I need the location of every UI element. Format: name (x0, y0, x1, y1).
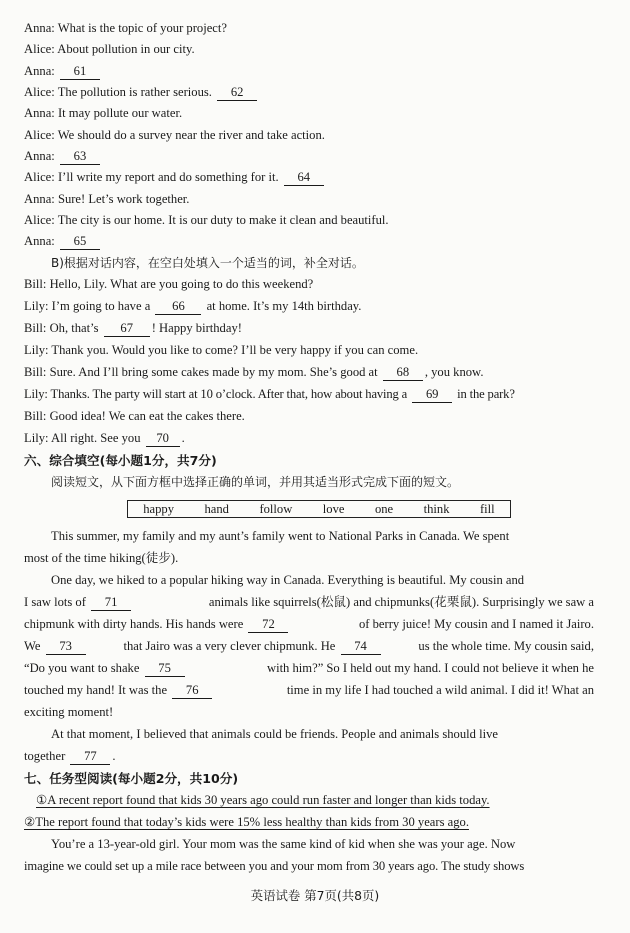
underlined-sentence-1: ①A recent report found that kids 30 years ago could run faster and longer than kids today. (36, 793, 490, 807)
word-bank-item: fill (479, 501, 495, 516)
passage-line: “Do you want to shake 75 with him?” So I held out my hand. I could not believe it when he (24, 661, 594, 675)
passage-line: You’re a 13-year-old girl. Your mom was the same kind of kid when she was your age. Now (51, 837, 516, 851)
dialogue-line: Lily: All right. See you 70 . (24, 431, 185, 445)
answer-blank-71[interactable]: 71 (91, 595, 131, 611)
answer-blank-61[interactable]: 61 (60, 64, 100, 80)
passage-line: most of the time hiking(徒步). (24, 551, 179, 565)
dialogue-line: Lily: I’m going to have a 66 at home. It’s my 14th birthday. (24, 299, 362, 313)
word-bank-item: follow (259, 501, 293, 516)
word-bank-item: hand (204, 501, 229, 516)
section-6-instruction: 阅读短文，从下面方框中选择正确的单词，并用其适当形式完成下面的短文。 (51, 475, 460, 489)
section-7-heading: 七、任务型阅读(每小题2分，共10分) (24, 771, 239, 786)
answer-blank-68[interactable]: 68 (383, 365, 423, 381)
answer-blank-76[interactable]: 76 (172, 683, 212, 699)
dialogue-line: Lily: Thank you. Would you like to come? I’ll be very happy if you can come. (24, 343, 419, 357)
word-bank-item: happy (143, 501, 175, 516)
word-bank-item: think (423, 501, 450, 516)
passage-line: I saw lots of 71 animals like squirrels(松鼠) and chipmunks(花栗鼠). Surprisingly we saw a (24, 595, 594, 609)
dialogue-line: Anna: What is the topic of your project? (24, 21, 227, 35)
answer-blank-77[interactable]: 77 (70, 749, 110, 765)
answer-blank-75[interactable]: 75 (145, 661, 185, 677)
underlined-sentence-2: ②The report found that today’s kids were 15% less healthy than kids from 30 years ago. (24, 815, 469, 829)
passage-line: exciting moment! (24, 705, 114, 719)
dialogue-line: Alice: I’ll write my report and do something for it. 64 (24, 167, 594, 188)
passage-line: chipmunk with dirty hands. His hands were 72 of berry juice! My cousin and I named it Jairo. (24, 617, 594, 631)
word-bank-item: one (374, 501, 394, 516)
dialogue-line: Bill: Sure. And I’ll bring some cakes made by my mom. She’s good at 68 , you know. (24, 365, 484, 379)
dialogue-line: Alice: About pollution in our city. (24, 42, 195, 56)
dialogue-line: Bill: Hello, Lily. What are you going to do this weekend? (24, 277, 314, 291)
dialogue-line: Alice: The pollution is rather serious. 62 (24, 82, 594, 103)
answer-blank-64[interactable]: 64 (284, 170, 324, 186)
dialogue-line: Bill: Good idea! We can eat the cakes there. (24, 409, 245, 423)
answer-blank-65[interactable]: 65 (60, 234, 100, 250)
passage-line: This summer, my family and my aunt’s family went to National Parks in Canada. We spent (51, 529, 510, 543)
dialogue-line: Alice: The city is our home. It is our duty to make it clean and beautiful. (24, 213, 389, 227)
dialogue-line: Bill: Oh, that’s 67 ! Happy birthday! (24, 321, 242, 335)
answer-blank-67[interactable]: 67 (104, 321, 150, 337)
section-b-instruction: B)根据对话内容，在空白处填入一个适当的词，补全对话。 (51, 256, 364, 270)
answer-blank-72[interactable]: 72 (248, 617, 288, 633)
passage-line: imagine we could set up a mile race between you and your mom from 30 years ago. The study shows (24, 859, 525, 873)
passage-line: We 73 that Jairo was a very clever chipmunk. He 74 us the whole time. My cousin said, (24, 639, 594, 653)
dialogue-line: Alice: We should do a survey near the river and take action. (24, 128, 325, 142)
section-6-heading: 六、综合填空(每小题1分，共7分) (24, 453, 217, 468)
dialogue-line: Lily: Thanks. The party will start at 10 o’clock. After that, how about having a 69 in the park? (24, 387, 515, 401)
answer-blank-73[interactable]: 73 (46, 639, 86, 655)
passage-line: At that moment, I believed that animals could be friends. People and animals should live (51, 727, 498, 741)
dialogue-line: Anna: It may pollute our water. (24, 106, 183, 120)
dialogue-line: Anna: 63 (24, 146, 594, 167)
answer-blank-63[interactable]: 63 (60, 149, 100, 165)
answer-blank-74[interactable]: 74 (341, 639, 381, 655)
answer-blank-66[interactable]: 66 (155, 299, 201, 315)
word-bank-box (127, 500, 511, 518)
word-bank-item: love (322, 501, 345, 516)
passage-line: One day, we hiked to a popular hiking way in Canada. Everything is beautiful. My cousin and (51, 573, 525, 587)
dialogue-line: Anna: Sure! Let’s work together. (24, 192, 190, 206)
dialogue-line: Anna: 61 (24, 61, 594, 82)
passage-line: together 77 . (24, 749, 116, 763)
answer-blank-70[interactable]: 70 (146, 431, 180, 447)
dialogue-line: Anna: 65 (24, 231, 594, 252)
answer-blank-62[interactable]: 62 (217, 85, 257, 101)
page-footer: 英语试卷 第7页(共8页) (250, 888, 380, 903)
answer-blank-69[interactable]: 69 (412, 387, 452, 403)
passage-line: touched my hand! It was the 76 time in my life I had touched a wild animal. I did it! What an (24, 683, 594, 697)
